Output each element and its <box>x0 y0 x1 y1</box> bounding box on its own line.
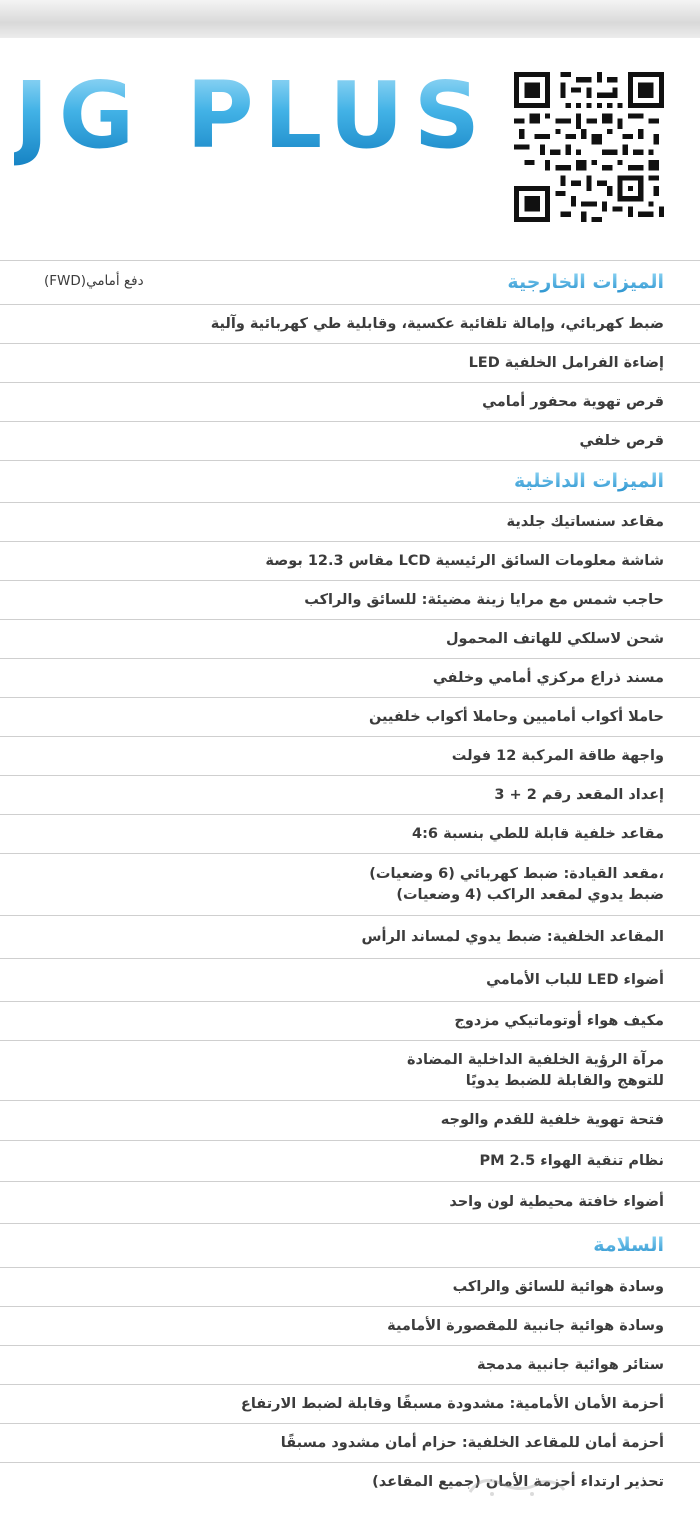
list-item: فتحة تهوية خلفية للقدم والوجه <box>0 1100 700 1140</box>
qr-code-icon <box>514 72 664 222</box>
list-item: أضواء خافتة محيطية لون واحد <box>0 1181 700 1223</box>
list-item: مرآة الرؤية الخلفية الداخلية المضادة للتوهج والقابلة للضبط يدويًا <box>0 1040 700 1100</box>
list-item: مكيف هواء أوتوماتيكي مزدوج <box>0 1001 700 1040</box>
list-item: نظام تنقية الهواء PM 2.5 <box>0 1140 700 1181</box>
section-title-safety: السلامة <box>593 1234 664 1256</box>
list-item: مقاعد سنساتيك جلدية <box>0 502 700 541</box>
list-item: شاشة معلومات السائق الرئيسية LCD مقاس 12.3 بوصة <box>0 541 700 580</box>
list-item: إضاءة الفرامل الخلفية LED <box>0 343 700 382</box>
section-title-interior: الميزات الداخلية <box>513 470 664 492</box>
list-item: حاجب شمس مع مرايا زينة مضيئة: للسائق والراكب <box>0 580 700 619</box>
section-title-exterior: الميزات الخارجية <box>507 271 664 293</box>
list-item: ضبط كهربائي، وإمالة تلقائية عكسية، وقابلية طي كهربائية وآلية <box>0 304 700 343</box>
section-header-safety <box>0 1223 700 1267</box>
watermark-logo-icon <box>462 1466 572 1502</box>
list-item: وسادة هوائية للسائق والراكب <box>0 1267 700 1306</box>
spec-table <box>0 260 700 1501</box>
section-header-interior <box>0 460 700 502</box>
list-item: واجهة طاقة المركبة 12 فولت <box>0 736 700 775</box>
brand-logo-text: JG PLUS <box>14 62 490 169</box>
list-item: قرص تهوية محفور أمامي <box>0 382 700 421</box>
list-item: مسند ذراع مركزي أمامي وخلفي <box>0 658 700 697</box>
list-item: مقاعد خلفية قابلة للطي بنسبة 4:6 <box>0 814 700 853</box>
list-item: ستائر هوائية جانبية مدمجة <box>0 1345 700 1384</box>
section-header-exterior <box>0 260 700 304</box>
list-item: شحن لاسلكي للهاتف المحمول <box>0 619 700 658</box>
list-item: أحزمة الأمان الأمامية: مشدودة مسبقًا وقابلة لضبط الارتفاع <box>0 1384 700 1423</box>
list-item: وسادة هوائية جانبية للمقصورة الأمامية <box>0 1306 700 1345</box>
list-item: قرص خلفي <box>0 421 700 460</box>
top-bar <box>0 0 700 38</box>
drive-type: دفع أمامي(FWD) <box>44 273 144 289</box>
list-item: حاملا أكواب أماميين وحاملا أكواب خلفيين <box>0 697 700 736</box>
list-item: تحذير ارتداء أحزمة الأمان (جميع المقاعد) <box>0 1462 700 1501</box>
list-item: إعداد المقعد رقم 2 + 3 <box>0 775 700 814</box>
list-item: المقاعد الخلفية: ضبط يدوي لمساند الرأس <box>0 915 700 958</box>
list-item: أحزمة أمان للمقاعد الخلفية: حزام أمان مشدود مسبقًا <box>0 1423 700 1462</box>
list-item: أضواء LED للباب الأمامي <box>0 958 700 1001</box>
list-item: ،مقعد القيادة: ضبط كهربائي (6 وضعيات) ضبط يدوي لمقعد الراكب (4 وضعيات) <box>0 853 700 915</box>
